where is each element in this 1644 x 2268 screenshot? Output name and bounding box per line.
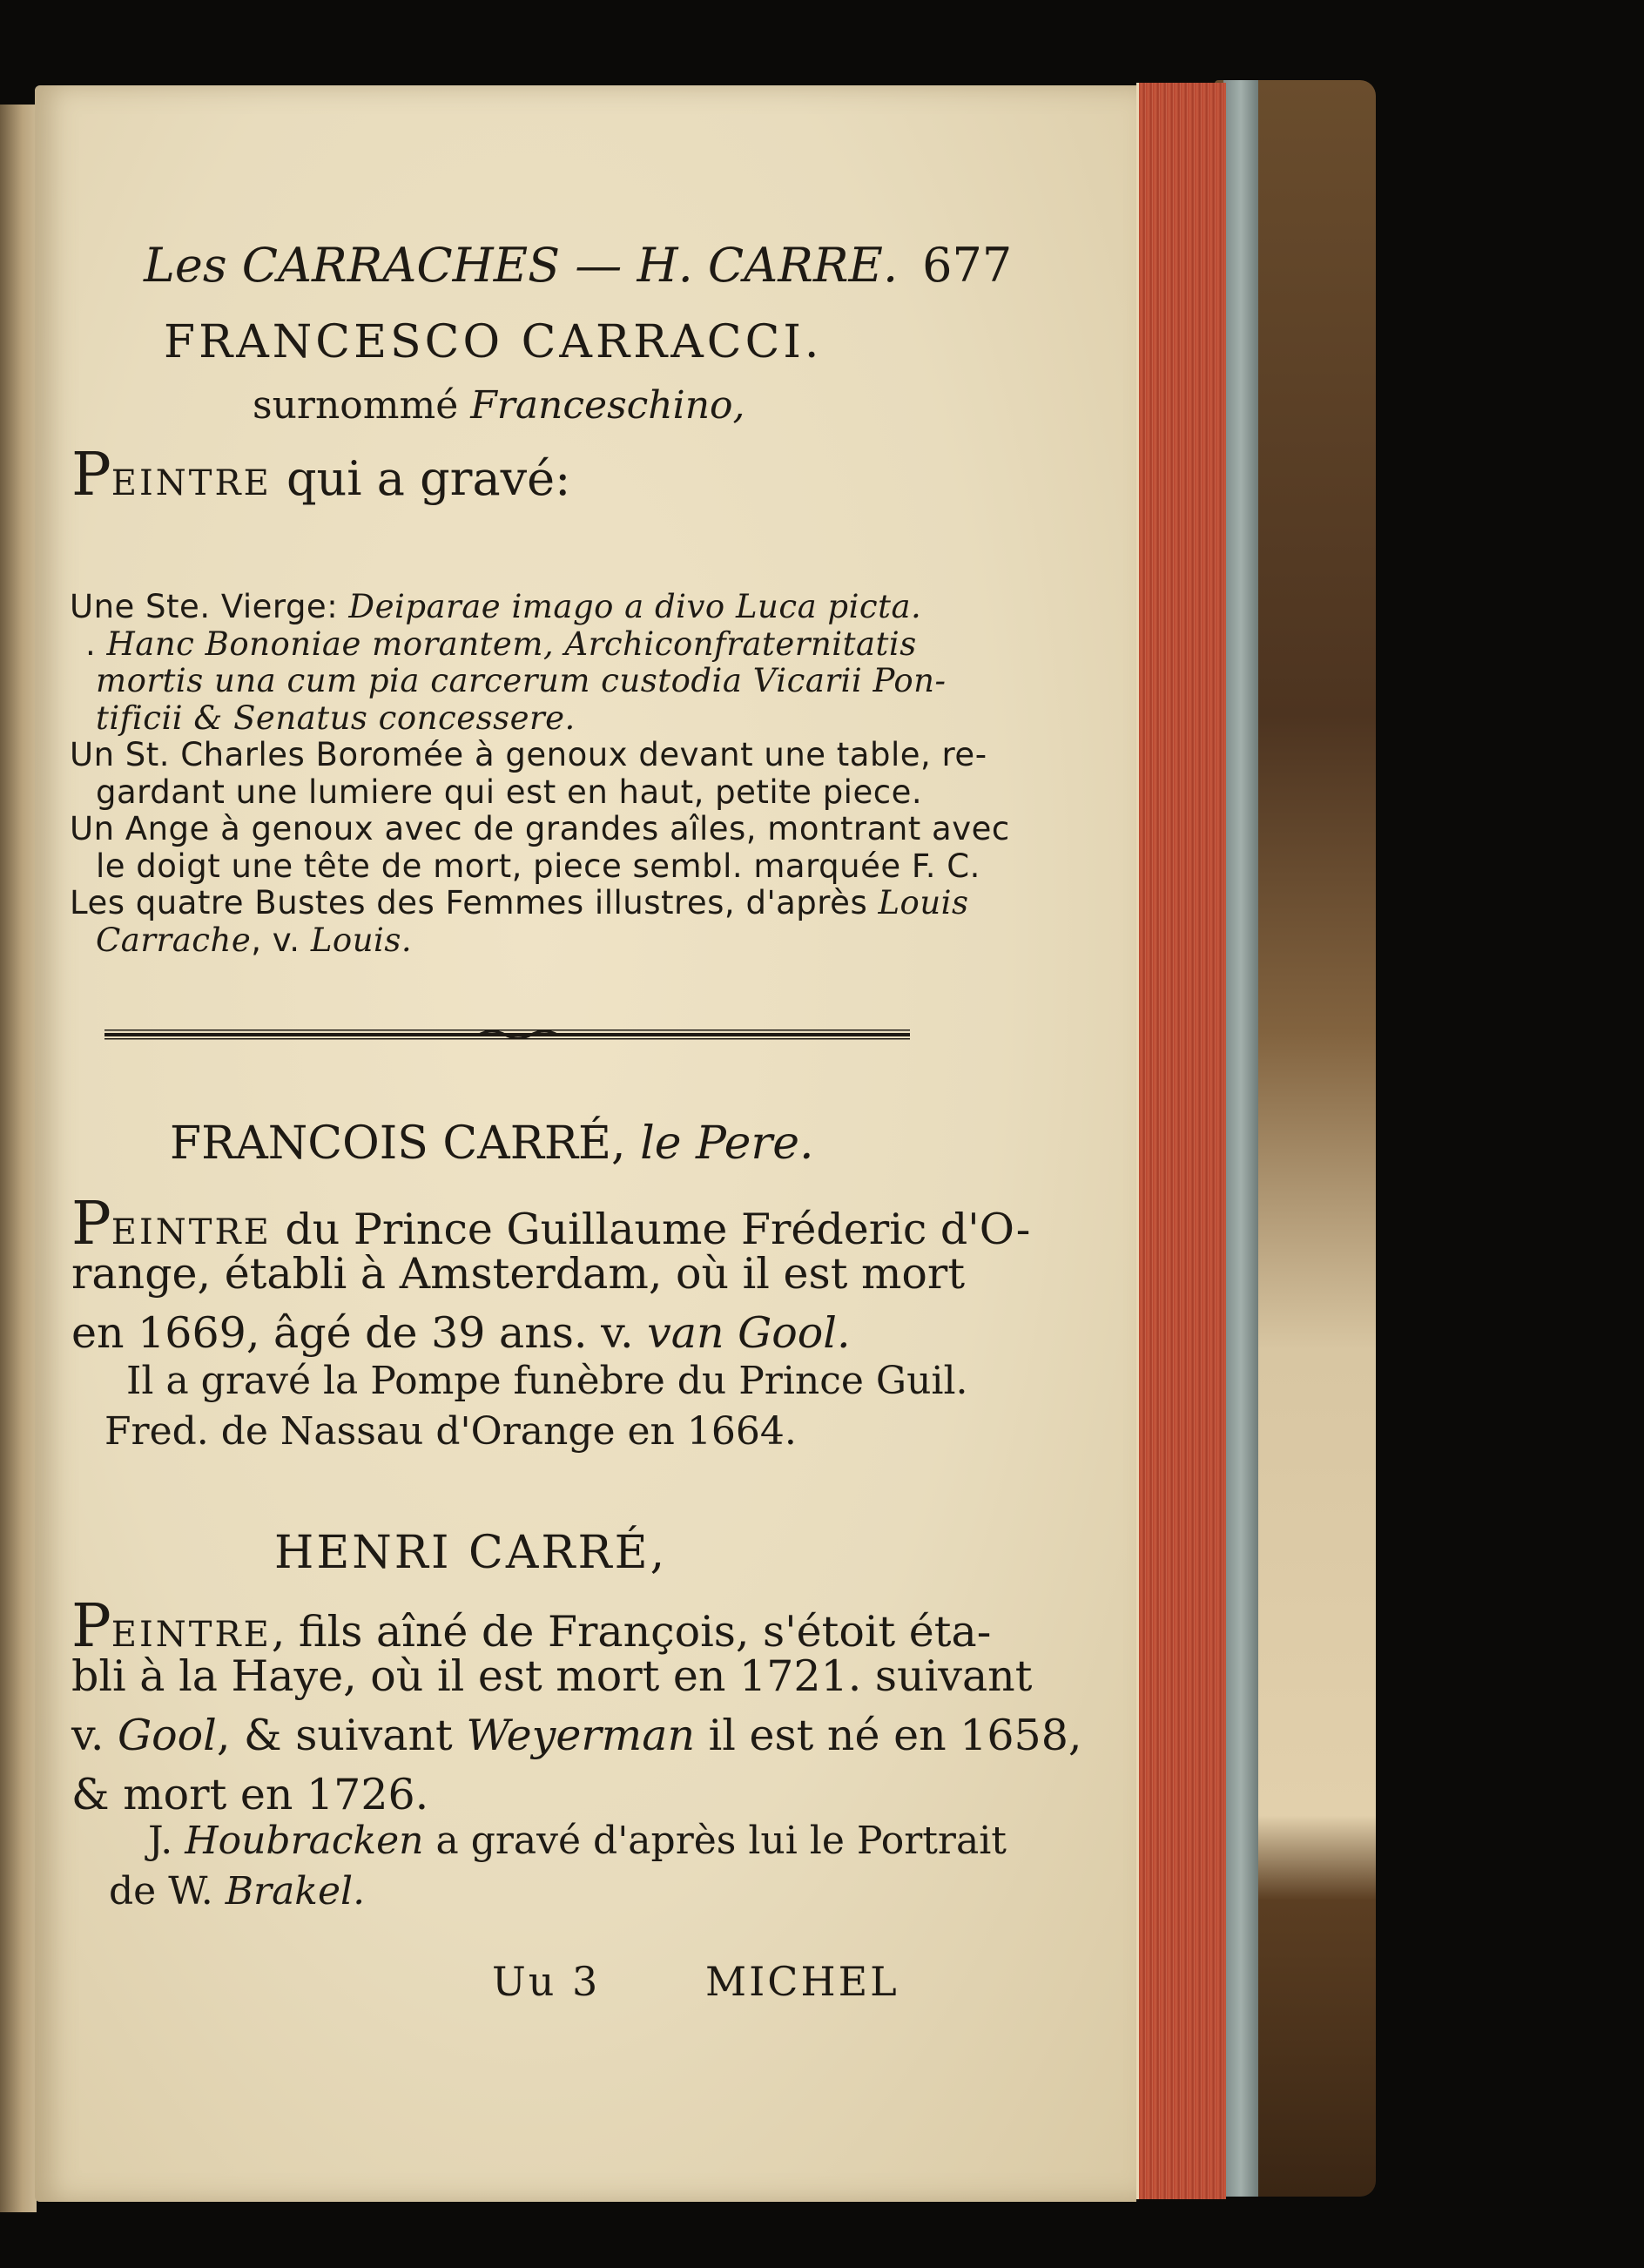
- ornamental-rule: [104, 1029, 910, 1041]
- body-line: range, établi à Amsterdam, où il est mort: [71, 1249, 966, 1299]
- work-line: . Hanc Bononiae morantem, Archiconfraternitatis: [85, 624, 917, 663]
- running-head-title: Les CARRACHES — H. CARRE.: [144, 238, 899, 293]
- work-line: Une Ste. Vierge: Deiparae imago a divo Luca picta.: [70, 588, 922, 625]
- section-heading-francesco: FRANCESCO CARRACCI.: [164, 316, 823, 368]
- work-line: Carrache, v. Louis.: [96, 921, 413, 959]
- body-line: en 1669, âgé de 39 ans. v. van Gool.: [71, 1308, 851, 1358]
- book-page: [35, 85, 1136, 2202]
- cover-marbled-edge: [1223, 80, 1258, 2197]
- section-intro-francesco: PEINTRE qui a gravé:: [71, 441, 571, 510]
- lead-word: PEINTRE: [71, 1592, 272, 1661]
- body-line: v. Gool, & suivant Weyerman il est né en 1658,: [71, 1711, 1082, 1760]
- page-number: 677: [922, 238, 1013, 293]
- section-subtitle-francesco: surnommé Franceschino,: [253, 383, 745, 428]
- body-line: bli à la Haye, où il est mort en 1721. suivant: [71, 1651, 1033, 1701]
- work-line: gardant une lumiere qui est en haut, petite piece.: [96, 773, 923, 811]
- work-line: Un St. Charles Boromée à genoux devant une table, re-: [70, 736, 987, 773]
- signature-mark: Uu 3: [492, 1958, 601, 2005]
- body-line: Fred. de Nassau d'Orange en 1664.: [104, 1409, 797, 1454]
- body-line: Il a gravé la Pompe funèbre du Prince Guil.: [126, 1359, 968, 1403]
- section-heading-francois: FRANCOIS CARRÉ, le Pere.: [170, 1117, 814, 1170]
- body-line: PEINTRE du Prince Guillaume Fréderic d'O-: [71, 1190, 1031, 1259]
- body-line: J. Houbracken a gravé d'après lui le Portrait: [148, 1819, 1007, 1863]
- previous-page-edge: [0, 105, 37, 2212]
- lead-word: PEINTRE: [71, 1190, 272, 1259]
- work-line: Un Ange à genoux avec de grandes aîles, montrant avec: [70, 810, 1010, 847]
- work-line: le doigt une tête de mort, piece sembl. marquée F. C.: [96, 847, 980, 885]
- section-heading-henri: HENRI CARRÉ,: [274, 1527, 668, 1579]
- body-line: PEINTRE, fils aîné de François, s'étoit éta-: [71, 1592, 992, 1661]
- body-line: & mort en 1726.: [71, 1770, 429, 1819]
- running-head: [144, 238, 1012, 293]
- catchword: MICHEL: [705, 1958, 899, 2005]
- work-line: tificii & Senatus concessere.: [96, 699, 576, 737]
- body-line: de W. Brakel.: [109, 1869, 366, 1914]
- red-page-edges: [1136, 83, 1226, 2199]
- work-line: Les quatre Bustes des Femmes illustres, d'après Louis: [70, 884, 969, 921]
- work-line: mortis una cum pia carcerum custodia Vicarii Pon-: [96, 662, 947, 699]
